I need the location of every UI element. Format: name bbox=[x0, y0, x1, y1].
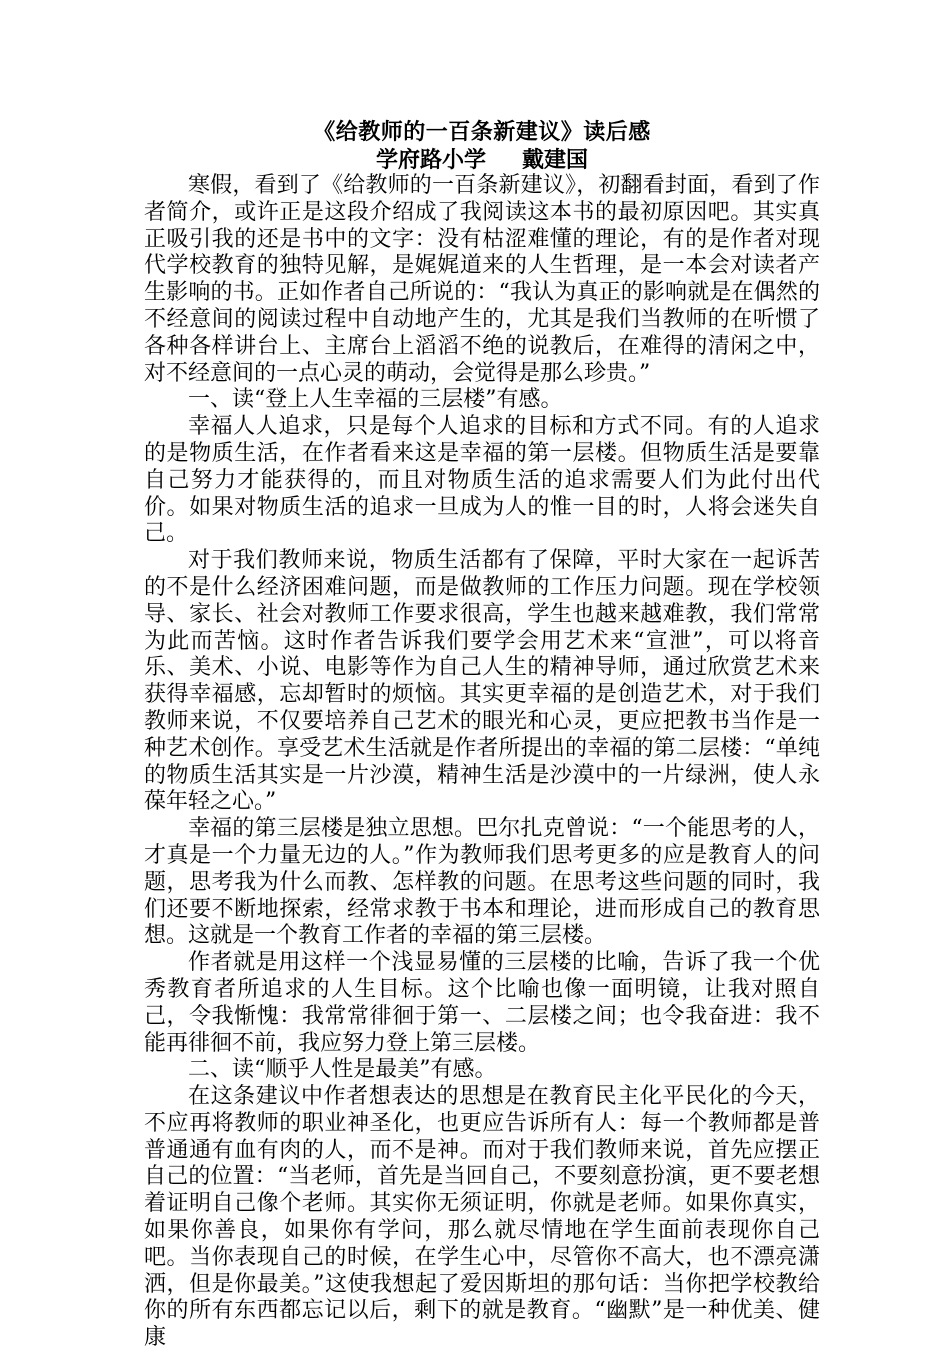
paragraph: 在这条建议中作者想表达的思想是在教育民主化平民化的今天，不应再将教师的职业神圣化，也更应告诉所有人：每一个教师都是普普通通有血有肉的人，而不是神。而对于我们教师来说，首先应摆正自己的位置：“当老师，首先是当回自己，不要刻意扮演，更不要老想着证明自己像个老师。其实你无须证明，你就是老师。如果你真实，如果你善良，如果你有学问，那么就尽情地在学生面前表现你自己吧。当你表现自己的时候，在学生心中，尽管你不高大，也不漂亮潇洒，但是你最美。”这使我想起了爱因斯坦的那句话：当你把学校教给你的所有东西都忘记以后，剩下的就是教育。“幽默”是一种优美、健康 bbox=[144, 1084, 820, 1351]
paragraph: 幸福人人追求，只是每个人追求的目标和方式不同。有的人追求的是物质生活，在作者看来这是幸福的第一层楼。但物质生活是要靠自己努力才能获得的，而且对物质生活的追求需要人们为此付出代价。如果对物质生活的追求一旦成为人的惟一目的时，人将会迷失自己。 bbox=[144, 414, 820, 547]
section-heading-2: 二、读“顺乎人性是最美”有感。 bbox=[188, 1057, 497, 1083]
paragraph: 作者就是用这样一个浅显易懂的三层楼的比喻，告诉了我一个优秀教育者所追求的人生目标。这个比喻也像一面明镜，让我对照自己，令我惭愧：我常常徘徊于第一、二层楼之间；也令我奋进：我不能再徘徊不前，我应努力登上第三层楼。 bbox=[144, 950, 820, 1056]
section-heading-1: 一、读“登上人生幸福的三层楼”有感。 bbox=[188, 387, 563, 413]
paragraph: 幸福的第三层楼是独立思想。巴尔扎克曾说：“一个能思考的人，才真是一个力量无边的人。”作为教师我们思考更多的应是教育人的问题，思考我为什么而教、怎样教的问题。在思考这些问题的同时，我们还要不断地探索，经常求教于书本和理论，进而形成自己的教育思想。这就是一个教育工作者的幸福的第三层楼。 bbox=[144, 816, 820, 949]
author-name: 戴建国 bbox=[522, 147, 589, 173]
document-page bbox=[144, 118, 820, 1352]
document-title: 《给教师的一百条新建议》读后感 bbox=[313, 119, 651, 145]
author-school: 学府路小学 bbox=[375, 147, 486, 173]
paragraph: 对于我们教师来说，物质生活都有了保障，平时大家在一起诉苦的不是什么经济困难问题，而是做教师的工作压力问题。现在学校领导、家长、社会对教师工作要求很高，学生也越来越难教，我们常常为此而苦恼。这时作者告诉我们要学会用艺术来“宣泄”，可以将音乐、美术、小说、电影等作为自己人生的精神导师，通过欣赏艺术来获得幸福感，忘却暂时的烦恼。其实更幸福的是创造艺术，对于我们教师来说，不仅要培养自己艺术的眼光和心灵，更应把教书当作是一种艺术创作。享受艺术生活就是作者所提出的幸福的第二层楼：“单纯的物质生活其实是一片沙漠，精神生活是沙漠中的一片绿洲，使人永葆年轻之心。” bbox=[144, 548, 820, 815]
paragraph-intro: 寒假，看到了《给教师的一百条新建议》，初翻看封面，看到了作者简介，或许正是这段介绍成了我阅读这本书的最初原因吧。其实真正吸引我的还是书中的文字：没有枯涩难懂的理论，有的是作者对现代学校教育的独特见解，是娓娓道来的人生哲理，是一本会对读者产生影响的书。正如作者自己所说的：“我认为真正的影响就是在偶然的不经意间的阅读过程中自动地产生的，尤其是我们当教师的在听惯了各种各样讲台上、主席台上滔滔不绝的说教后，在难得的清闲之中，对不经意间的一点心灵的萌动，会觉得是那么珍贵。” bbox=[144, 173, 820, 386]
author-line bbox=[144, 147, 820, 173]
